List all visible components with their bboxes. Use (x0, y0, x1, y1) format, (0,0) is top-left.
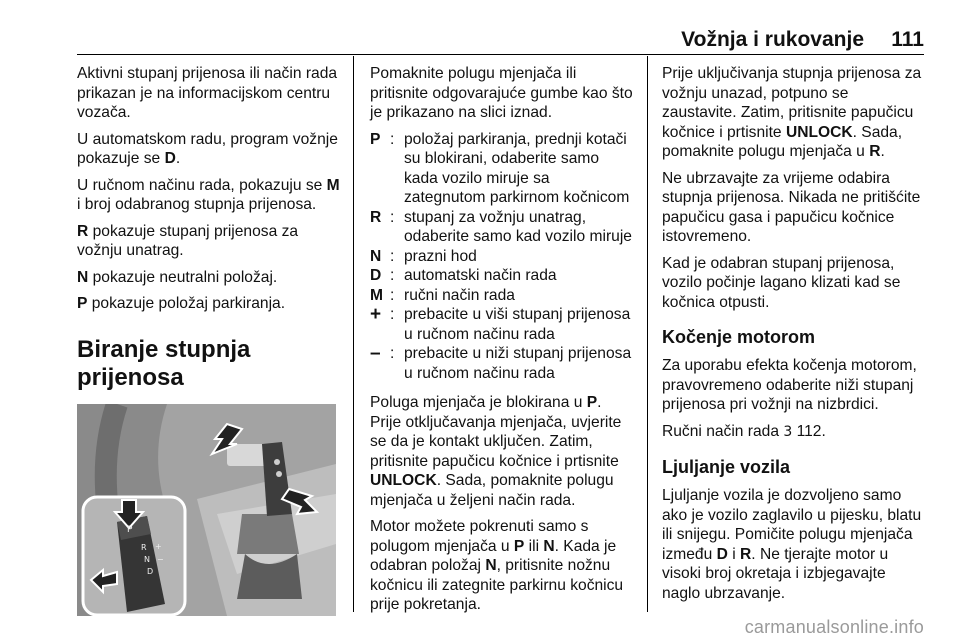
section-title: Vožnja i rukovanje (681, 28, 864, 51)
definition-item: N : prazni hod (370, 247, 477, 265)
column-divider-2 (647, 56, 648, 612)
gear-selector-illustration (77, 404, 336, 616)
paragraph: Ručni način rada 3 112. (662, 422, 826, 440)
paragraph: Motor možete pokrenuti samo s polugom mjenjača u P ili N. Kada je odabran položaj N, pritisnite nožnu kočnicu ili zategnite parkirnu kočnicu prije pokretanja. (370, 518, 624, 613)
paragraph: Aktivni stupanj prijenosa ili način rada prikazan je na informacijskom centru vozača. (77, 65, 338, 121)
gear-label-p: P (127, 524, 133, 535)
page-reference-icon: 3 (783, 423, 793, 440)
paragraph: N pokazuje neutralni položaj. (77, 268, 278, 286)
definition-item: + : prebacite u viši stupanj prijenosa u ručnom načinu rada (370, 304, 631, 343)
definition-item: P : položaj parkiranja, prednji kotači su blokirani, odaberite samo kada vozilo miruje sa zategnutom parkirnom kočnicom (370, 130, 630, 206)
definition-item: D : automatski način rada (370, 267, 557, 284)
gear-definition-list (370, 130, 635, 384)
gear-label-r: R (141, 542, 147, 552)
header-rule (77, 54, 924, 55)
paragraph: Kad je odabran stupanj prijenosa, vozilo počinje lagano klizati kad se kočnica otpusti. (662, 254, 901, 311)
definition-item: M : ručni način rada (370, 286, 515, 304)
paragraph: Pomaknite polugu mjenjača ili pritisnite odgovarajuće gumbe kao što je prikazano na slici iznad. (370, 65, 633, 121)
paragraph: U ručnom načinu rada, pokazuju se M i broj odabranog stupnja prijenosa. (77, 176, 340, 213)
gear-label-plus: + (155, 541, 162, 551)
paragraph: Poluga mjenjača je blokirana u P. Prije otključavanja mjenjača, uvjerite se da je kontakt uključen. Zatim, pritisnite papučicu kočnice i prtisnite UNLOCK. Sada, pomaknite polugu mjenjača u željeni način rada. (370, 394, 622, 509)
section-heading: Biranje stupnja prijenosa (77, 335, 251, 391)
paragraph: Za uporabu efekta kočenja motorom, pravovremeno odaberite niži stupanj prijenosa pri vožnji na nizbrdici. (662, 357, 917, 413)
subsection-heading: Ljuljanje vozila (662, 457, 791, 477)
definition-item: R : stupanj za vožnju unatrag, odaberite samo kad vozilo miruje (370, 208, 632, 245)
paragraph: Ne ubrzavajte za vrijeme odabira stupnja prijenosa. Nikada ne pritišćite papučicu gasa i papučicu kočnice istovremeno. (662, 169, 921, 245)
page-header (0, 0, 960, 56)
gear-label-d: D (147, 566, 154, 576)
gear-label-n: N (144, 554, 150, 564)
column-2 (370, 64, 635, 622)
column-divider-1 (353, 56, 354, 612)
paragraph: U automatskom radu, program vožnje pokazuje se D. (77, 130, 338, 167)
column-3 (662, 64, 927, 610)
watermark: carmanualsonline.info (744, 617, 924, 637)
paragraph: P pokazuje položaj parkiranja. (77, 295, 286, 312)
paragraph: Prije uključivanja stupnja prijenosa za vožnju unazad, potpuno se zaustavite. Zatim, pritisnite papučicu kočnice i prtisnite UNLOCK. Sada, pomaknite polugu mjenjača u R. (662, 65, 922, 160)
gear-label-minus: − (157, 554, 164, 564)
column-1 (77, 64, 342, 616)
page-number: 111 (891, 28, 924, 51)
subsection-heading: Kočenje motorom (662, 327, 816, 347)
gear-lever-drawing (77, 404, 336, 616)
definition-item: – : prebacite u niži stupanj prijenosa u ručnom načinu rada (370, 343, 632, 382)
paragraph: R pokazuje stupanj prijenosa za vožnju unatrag. (77, 222, 299, 259)
paragraph: Ljuljanje vozila je dozvoljeno samo ako je vozilo zaglavilo u pijesku, blatu ili snijegu. Pomičite polugu mjenjača između D i R. Ne tjerajte motor u visoki broj okretaja i izbjegavajte naglo ubrzavanje. (662, 487, 922, 602)
